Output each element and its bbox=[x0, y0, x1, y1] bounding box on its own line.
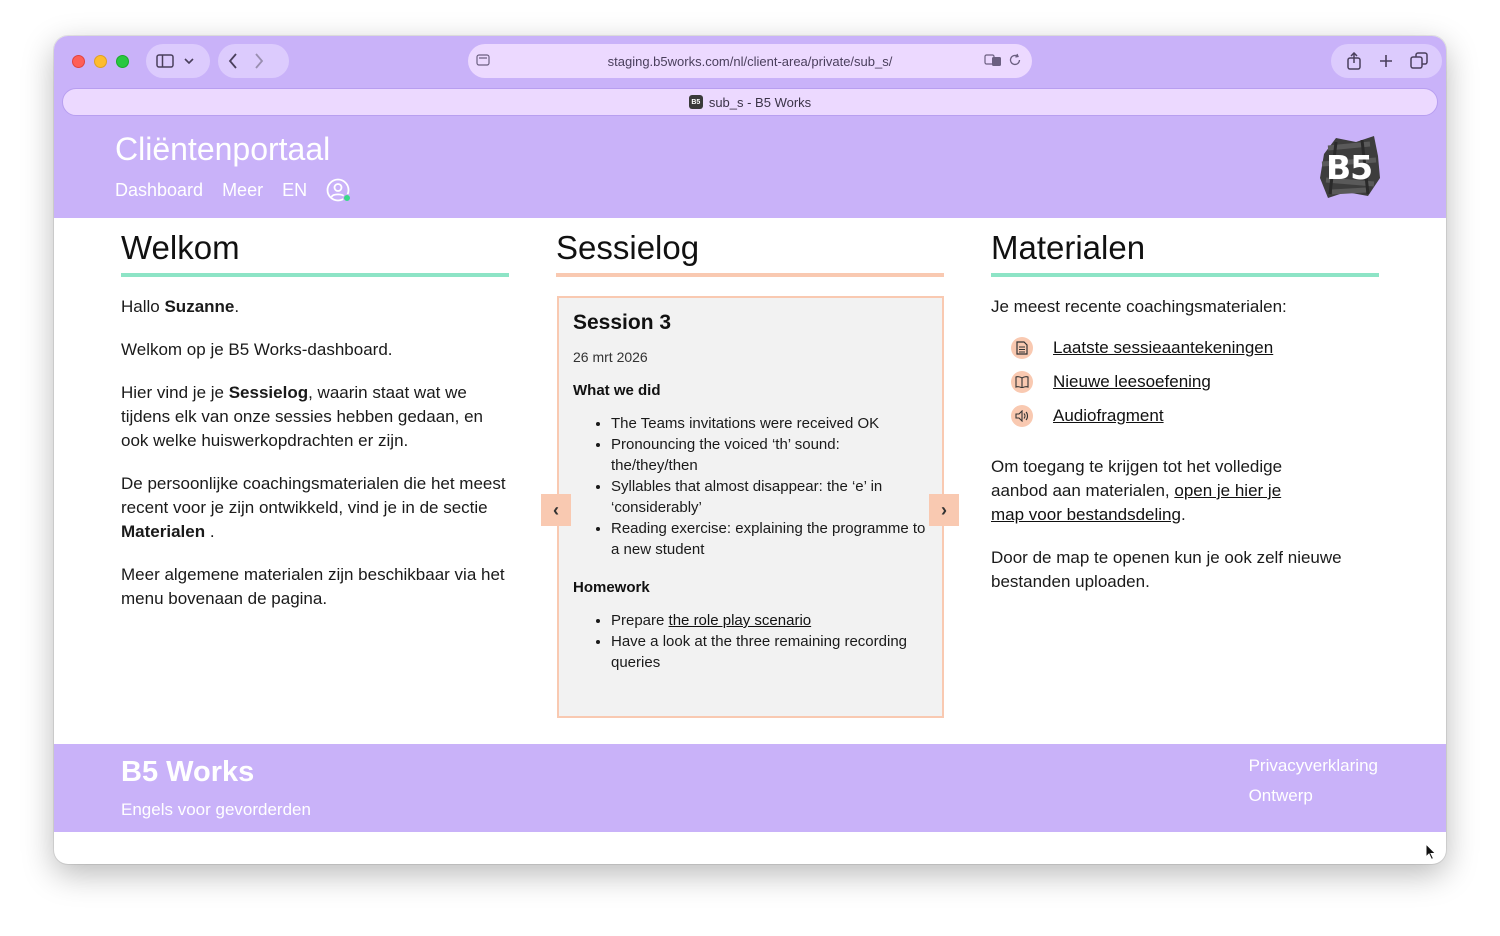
address-bar[interactable] bbox=[468, 44, 1032, 78]
history-nav bbox=[218, 44, 289, 78]
tab-active[interactable] bbox=[62, 88, 1438, 116]
b5-logo[interactable] bbox=[1316, 134, 1382, 200]
welcome-divider bbox=[121, 273, 509, 277]
client-name: Suzanne bbox=[164, 297, 235, 316]
logo-text: B5 bbox=[1325, 147, 1373, 187]
materials-section bbox=[991, 228, 1379, 613]
welcome-heading: Welkom bbox=[121, 229, 240, 266]
sessielog-section bbox=[556, 228, 944, 277]
site-title: Cliëntenportaal bbox=[115, 131, 331, 167]
role-play-link[interactable]: the role play scenario bbox=[668, 612, 812, 629]
access-text: Om toegang te krijgen tot het volledige aanbod aan materialen, open je hier je map voor bestandsdeling. bbox=[991, 457, 1283, 524]
latest-notes-link[interactable]: Laatste sessieaantekeningen bbox=[1053, 338, 1274, 357]
tab-title: sub_s - B5 Works bbox=[708, 94, 812, 110]
session-title: Session 3 bbox=[573, 311, 672, 334]
site-footer bbox=[54, 744, 1446, 832]
document-icon bbox=[1011, 337, 1033, 359]
list-item bbox=[991, 331, 1379, 365]
book-icon bbox=[1011, 371, 1033, 393]
browser-window bbox=[54, 36, 1446, 864]
sidebar-toggle-button[interactable] bbox=[146, 44, 210, 78]
site-nav bbox=[115, 178, 350, 202]
sidebar-icon bbox=[156, 54, 174, 68]
url-text: staging.b5works.com/nl/client-area/private/sub_s/ bbox=[607, 53, 893, 69]
chevron-down-icon bbox=[184, 58, 194, 64]
materials-explainer: De persoonlijke coachingsmaterialen die het meest recent voor je zijn ontwikkeld, vind je in de sectie Materialen . bbox=[121, 474, 506, 541]
tab-overview-icon[interactable] bbox=[1410, 52, 1428, 70]
privacy-link[interactable]: Privacyverklaring bbox=[1248, 756, 1378, 775]
list-item: • Have a look at the three remaining recording queries bbox=[611, 631, 928, 673]
greeting: Hallo Suzanne. bbox=[121, 297, 240, 316]
list-item bbox=[991, 365, 1379, 399]
list-item bbox=[991, 399, 1379, 433]
sessielog-explainer: Hier vind je je Sessielog, waarin staat wat we tijdens elk van onze sessies hebben gedaan, en ook welke huiswerkopdrachten er zijn. bbox=[121, 383, 483, 450]
speaker-icon bbox=[1011, 405, 1033, 427]
footer-tagline: Engels voor gevorderden bbox=[121, 800, 311, 819]
next-session-button[interactable]: › bbox=[929, 494, 959, 526]
general-materials-text: Meer algemene materialen zijn beschikbaar via het menu bovenaan de pagina. bbox=[121, 565, 505, 608]
mouse-cursor-icon bbox=[1425, 843, 1437, 866]
browser-toolbar bbox=[1331, 44, 1442, 78]
welcome-section bbox=[121, 228, 509, 630]
session-date: 26 mrt 2026 bbox=[573, 349, 648, 365]
materials-list bbox=[991, 331, 1379, 433]
what-we-did-list bbox=[573, 413, 928, 560]
share-icon[interactable] bbox=[1346, 52, 1362, 70]
nav-meer[interactable]: Meer bbox=[222, 179, 264, 200]
session-card bbox=[557, 296, 944, 718]
materials-heading: Materialen bbox=[991, 229, 1146, 266]
homework-list bbox=[573, 610, 928, 673]
sessielog-heading: Sessielog bbox=[556, 229, 700, 266]
homework-heading: Homework bbox=[573, 579, 650, 596]
list-item: • Prepare the role play scenario bbox=[611, 610, 928, 631]
nav-language[interactable]: EN bbox=[282, 179, 308, 200]
back-icon[interactable] bbox=[228, 53, 238, 69]
new-tab-icon[interactable] bbox=[1379, 54, 1393, 68]
shared-folder-link[interactable]: open je hier je map voor bestandsdeling bbox=[991, 481, 1282, 524]
browser-chrome bbox=[54, 36, 1446, 218]
welcome-text: Welkom op je B5 Works-dashboard. bbox=[121, 340, 393, 359]
minimize-window-button[interactable] bbox=[94, 55, 107, 68]
list-item: • Syllables that almost disappear: the ‘e’ in ‘considerably’ bbox=[611, 476, 928, 518]
list-item: • The Teams invitations were received OK bbox=[611, 413, 928, 434]
close-window-button[interactable] bbox=[72, 55, 85, 68]
list-item: • Reading exercise: explaining the programme to a new student bbox=[611, 518, 928, 560]
list-item: • Pronouncing the voiced ‘th’ sound: the/they/then bbox=[611, 434, 928, 476]
audio-fragment-link[interactable]: Audiofragment bbox=[1053, 406, 1164, 425]
upload-text: Door de map te openen kun je ook zelf nieuwe bestanden uploaden. bbox=[991, 548, 1342, 591]
sessielog-divider bbox=[556, 273, 944, 277]
previous-session-button[interactable]: ‹ bbox=[541, 494, 571, 526]
favicon-icon: B5 bbox=[689, 95, 703, 109]
translate-icon[interactable] bbox=[984, 53, 1002, 67]
user-account-icon[interactable] bbox=[326, 178, 350, 202]
footer-links bbox=[1249, 756, 1378, 806]
zoom-window-button[interactable] bbox=[116, 55, 129, 68]
nav-dashboard[interactable]: Dashboard bbox=[115, 179, 204, 200]
forward-icon[interactable] bbox=[254, 53, 264, 69]
reload-icon[interactable] bbox=[1008, 53, 1022, 67]
design-link[interactable]: Ontwerp bbox=[1248, 786, 1313, 805]
materials-divider bbox=[991, 273, 1379, 277]
materials-intro: Je meest recente coachingsmaterialen: bbox=[991, 297, 1287, 316]
footer-brand: B5 Works bbox=[121, 756, 255, 788]
what-we-did-heading: What we did bbox=[573, 382, 661, 399]
reading-exercise-link[interactable]: Nieuwe leesoefening bbox=[1053, 372, 1211, 391]
